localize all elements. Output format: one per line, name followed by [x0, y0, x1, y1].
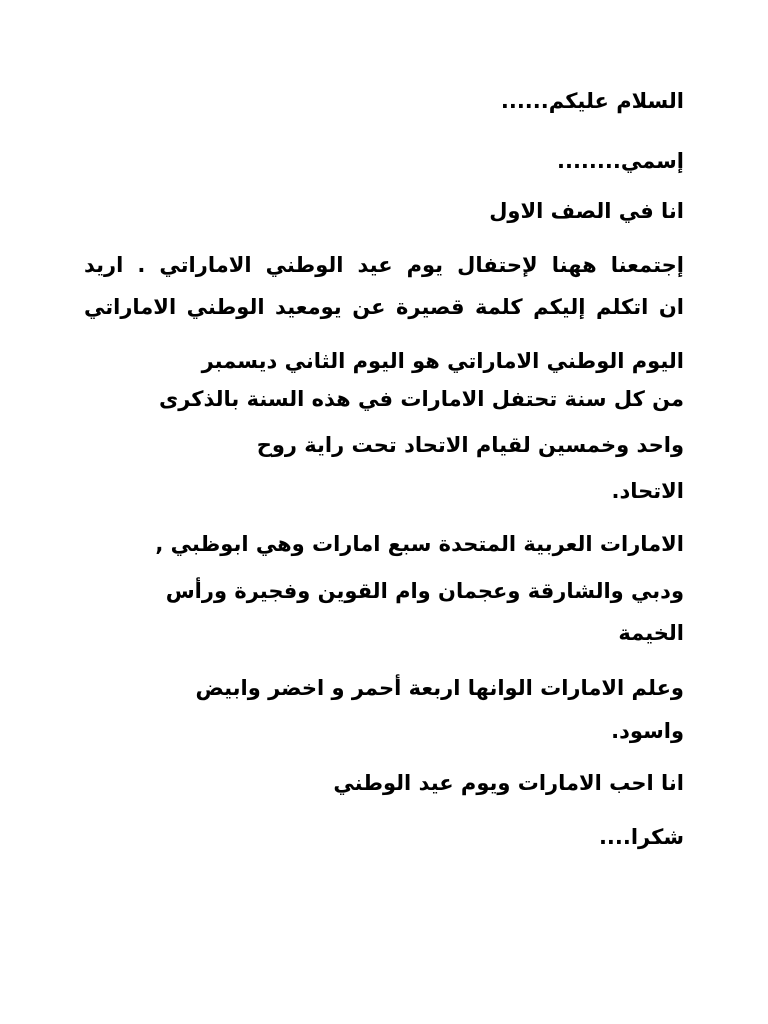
paragraph-3-line-3: الخيمة: [618, 621, 684, 645]
paragraph-4-line-1: وعلم الامارات الوانها اربعة أحمر و اخضر وابيض: [195, 676, 684, 700]
paragraph-2-line-2: من كل سنة تحتفل الامارات في هذه السنة بالذكرى: [158, 387, 684, 411]
greeting-line: السلام عليكم......: [500, 89, 684, 113]
paragraph-2-line-1: اليوم الوطني الاماراتي هو اليوم الثاني ديسمبر: [201, 349, 684, 373]
class-line: انا في الصف الاول: [489, 199, 684, 223]
paragraph-2-line-3: واحد وخمسين لقيام الاتحاد تحت راية روح: [256, 433, 684, 457]
thanks-line: شكرا....: [598, 825, 684, 849]
paragraph-2-line-4: الاتحاد.: [611, 479, 684, 503]
paragraph-4-line-2: واسود.: [611, 719, 684, 743]
paragraph-1-line-2: ان اتكلم إليكم كلمة قصيرة عن يومعيد الوطني الاماراتي: [84, 295, 684, 319]
paragraph-3-line-2: ودبي والشارقة وعجمان وام القوين وفجيرة ورأس: [165, 579, 684, 603]
paragraph-1-line-1: إجتمعنا ههنا لإحتفال يوم عيد الوطني الاماراتي . اريد: [84, 253, 684, 277]
love-line: انا احب الامارات ويوم عيد الوطني: [333, 771, 684, 795]
paragraph-3-line-1: الامارات العربية المتحدة سبع امارات وهي ابوظبي ,: [155, 532, 684, 556]
name-line: إسمي........: [557, 149, 684, 173]
